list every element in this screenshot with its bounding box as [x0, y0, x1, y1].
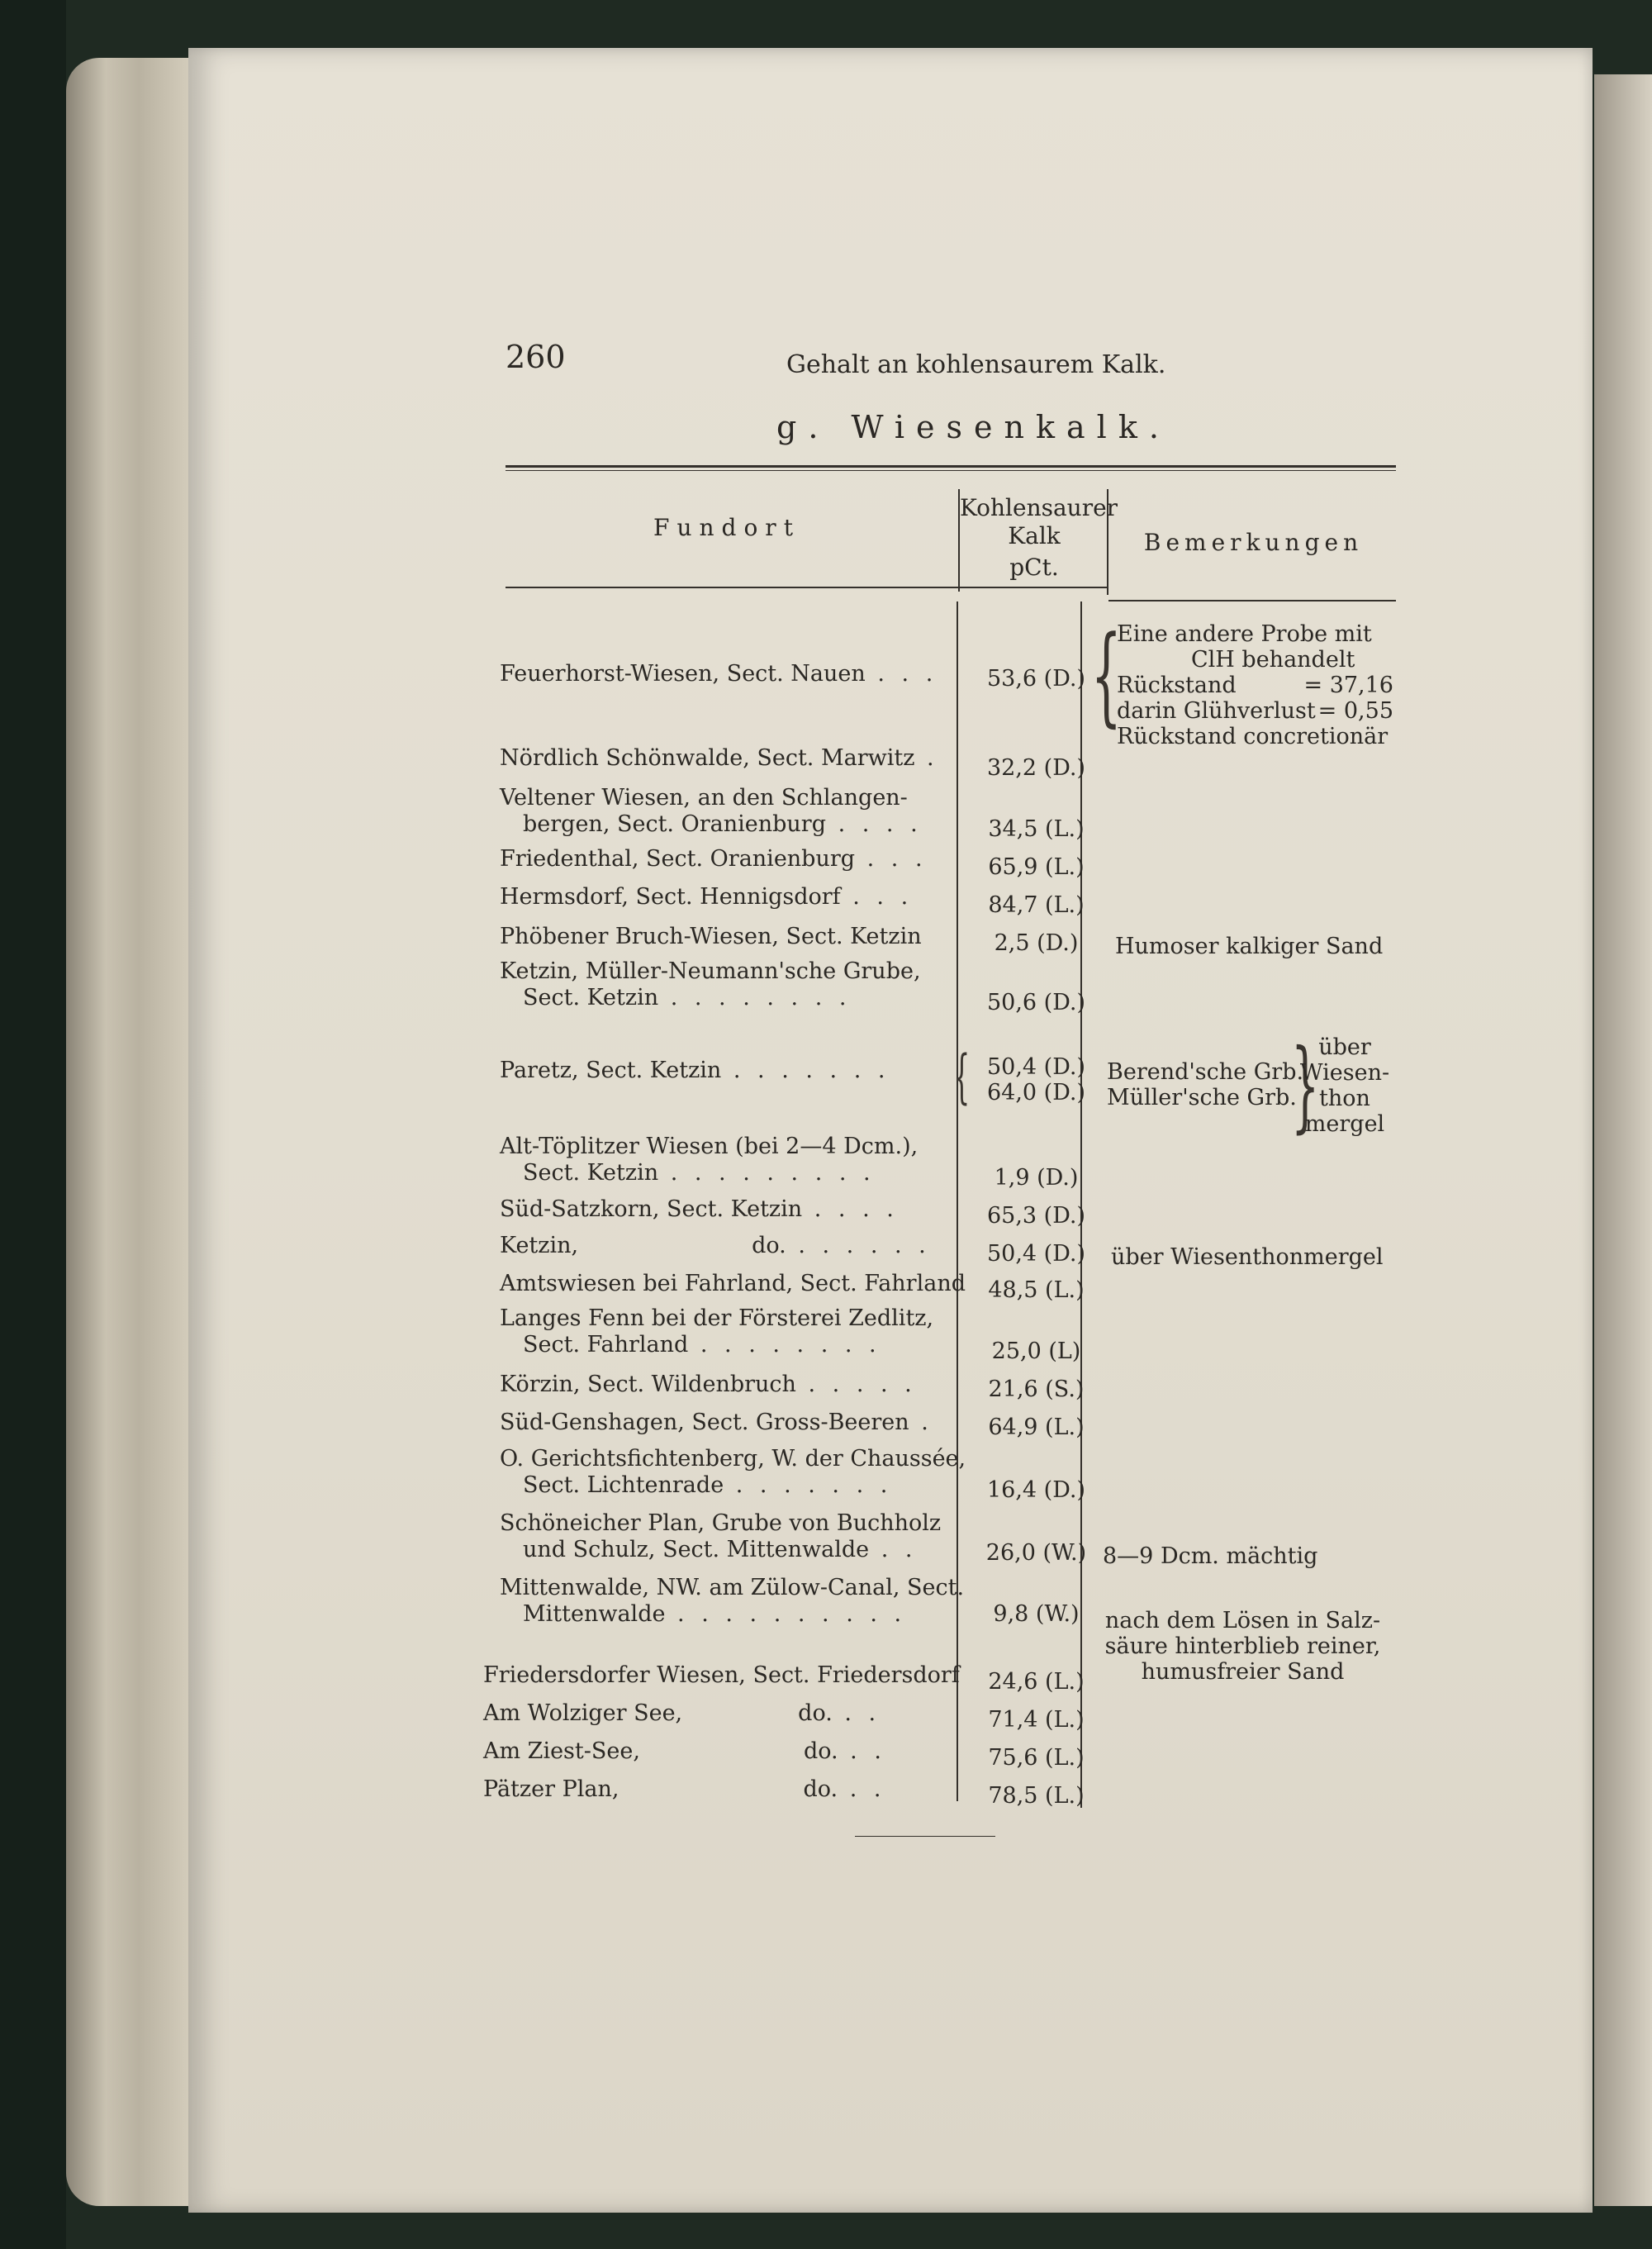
table-row: Ketzin, Müller-Neumann'sche Grube, Sect. Ketzin . . . . . . . . — [500, 958, 921, 1010]
table-row: Amtswiesen bei Fahrland, Sect. Fahrland — [500, 1271, 966, 1296]
table-header-rule — [506, 587, 1108, 588]
section-title: g. Wiesenkalk. — [776, 409, 1170, 445]
page-stack-edge — [66, 58, 198, 2206]
table-row: Süd-Satzkorn, Sect. Ketzin . . . . — [500, 1196, 899, 1222]
table-header-rule-right — [1108, 600, 1396, 601]
table-row: Veltener Wiesen, an den Schlangen- bergen, Sect. Oranienburg . . . . — [500, 785, 923, 837]
running-head: Gehalt an kohlensaurem Kalk. — [786, 350, 1166, 379]
remark-paretz-gruben: Berend'sche Grb. Müller'sche Grb. — [1107, 1059, 1304, 1110]
table-row: Am Ziest-See, do. . . — [483, 1738, 886, 1764]
table-row: Langes Fenn bei der Försterei Zedlitz, Sect. Fahrland . . . . . . . . — [500, 1305, 934, 1357]
table-row: Hermsdorf, Sect. Hennigsdorf . . . — [500, 884, 914, 910]
table-row: Feuerhorst-Wiesen, Sect. Nauen . . . — [500, 661, 938, 687]
table-row-value: 1,9 (D.) — [994, 1165, 1079, 1191]
table-row: Phöbener Bruch-Wiesen, Sect. Ketzin — [500, 924, 922, 949]
table-row-value: 9,8 (W.) — [993, 1601, 1080, 1627]
table-row: Süd-Genshagen, Sect. Gross-Beeren . — [500, 1410, 933, 1435]
table-row: Friedersdorfer Wiesen, Sect. Friedersdorf — [483, 1662, 960, 1688]
table-row-value: 84,7 (L.) — [988, 892, 1085, 918]
header-bemerkungen: Bemerkungen — [1143, 529, 1364, 556]
table-row-value: 53,6 (D.) — [986, 666, 1086, 692]
remark-phoebener: Humoser kalkiger Sand — [1115, 934, 1384, 959]
header-kalk — [960, 494, 1118, 582]
table-row: Alt-Töplitzer Wiesen (bei 2—4 Dcm.), Sect. Ketzin . . . . . . . . . — [500, 1134, 919, 1186]
table-row-value: 48,5 (L.) — [988, 1277, 1085, 1303]
table-row-value: 24,6 (L.) — [988, 1669, 1085, 1695]
table-row-value: 50,4 (D.) — [986, 1241, 1086, 1267]
brace-paretz: { — [953, 1043, 971, 1110]
remark-schoeneicher: 8—9 Dcm. mächtig — [1103, 1543, 1318, 1569]
table-row-value: 16,4 (D.) — [986, 1477, 1086, 1503]
header-kalk-line2: Kalk — [1008, 522, 1061, 549]
remark-ketzin: über Wiesenthonmergel — [1111, 1244, 1384, 1270]
table-row-value: 65,9 (L.) — [988, 854, 1085, 880]
table-row-value: 34,5 (L.) — [988, 816, 1085, 842]
header-fundort: Fundort — [653, 514, 800, 541]
table-row-value: 78,5 (L.) — [988, 1783, 1085, 1809]
table-top-rule — [506, 465, 1396, 468]
remark-feuerhorst: Eine andere Probe mit ClH behandelt Rückstand = 37,16 darin Glühverlust = 0,55 Rückstand concretionär — [1117, 621, 1393, 749]
table-row: Ketzin, do. . . . . . . — [500, 1233, 931, 1258]
table-end-rule — [855, 1836, 995, 1837]
header-kalk-line1: Kohlensaurer — [960, 494, 1118, 521]
table-row-value: 21,6 (S.) — [988, 1377, 1085, 1402]
table-row: Nördlich Schönwalde, Sect. Marwitz . — [500, 745, 939, 771]
next-page-edge — [1594, 74, 1652, 2206]
table-row-value: 71,4 (L.) — [988, 1707, 1085, 1733]
table-row: Paretz, Sect. Ketzin . . . . . . . — [500, 1058, 890, 1083]
table-row-value: 25,0 (L) — [991, 1338, 1081, 1364]
table-row: Schöneicher Plan, Grube von Buchholz und Schulz, Sect. Mittenwalde . . — [500, 1510, 942, 1562]
table-row-value: 64,9 (L.) — [988, 1415, 1085, 1440]
table-row: O. Gerichtsfichtenberg, W. der Chaussée, Sect. Lichtenrade . . . . . . . — [500, 1446, 966, 1498]
table-row: Pätzer Plan, do. . . — [483, 1776, 886, 1802]
table-row-value: 2,5 (D.) — [994, 930, 1079, 956]
table-row-value: 75,6 (L.) — [988, 1745, 1085, 1771]
table-row-value: 26,0 (W.) — [985, 1540, 1087, 1566]
table-row-value: 50,6 (D.) — [986, 990, 1086, 1015]
table-row-value: 50,4 (D.) 64,0 (D.) — [986, 1054, 1086, 1105]
table-row-value: 65,3 (D.) — [986, 1203, 1086, 1229]
header-kalk-unit: pCt. — [1009, 554, 1059, 581]
brace-remark-paretz: } — [1290, 1029, 1320, 1144]
remark-paretz-side: über Wiesen- thon mergel — [1299, 1034, 1390, 1137]
table-row-value: 32,2 (D.) — [986, 755, 1086, 781]
table-row: Mittenwalde, NW. am Zülow-Canal, Sect. Mittenwalde . . . . . . . . . . — [500, 1575, 965, 1627]
table-row: Körzin, Sect. Wildenbruch . . . . . — [500, 1372, 917, 1397]
table-top-rule-2 — [506, 470, 1396, 471]
table-row: Am Wolziger See, do. . . — [483, 1700, 881, 1726]
remark-mittenwalde: nach dem Lösen in Salz- säure hinterblieb reiner, humusfreier Sand — [1104, 1608, 1381, 1685]
table-row: Friedenthal, Sect. Oranienburg . . . — [500, 846, 928, 872]
book-cover-edge — [0, 0, 66, 2249]
page-number: 260 — [506, 339, 566, 375]
brace-remark-1: { — [1090, 612, 1122, 738]
